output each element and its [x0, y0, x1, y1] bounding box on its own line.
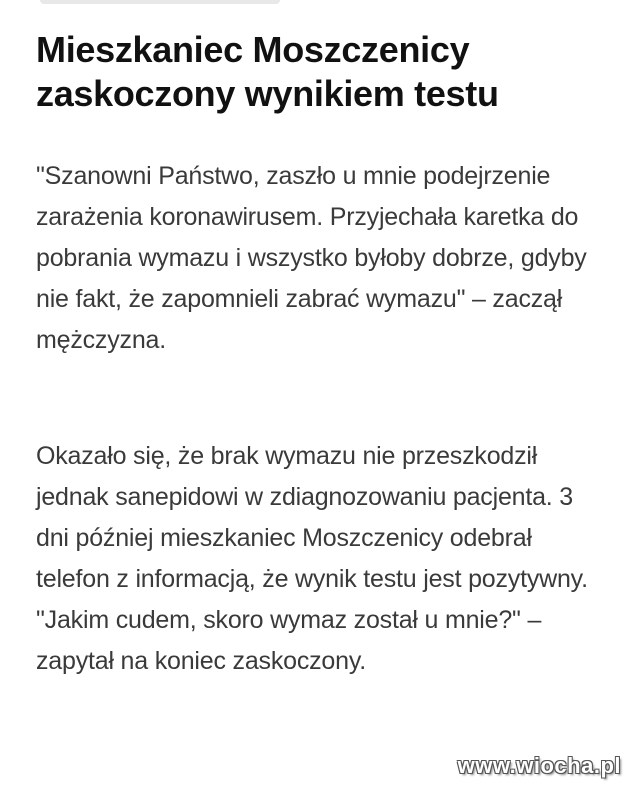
article-paragraph-1: "Szanowni Państwo, zaszło u mnie podejrzenie zarażenia koronawirusem. Przyjechała karetka do pobrania wymazu i wszystko byłoby dobrze, gdyby nie fakt, że zapomnieli zabrać wymazu" – zaczął mężczyzna. [36, 162, 587, 354]
article-paragraph-2: Okazało się, że brak wymazu nie przeszkodził jednak sanepidowi w zdiagnozowaniu pacjenta. 3 dni później mieszkaniec Moszczenicy odebrał telefon z informacją, że wynik testu jest pozytywny. "Jakim cudem, skoro wymaz został u mnie?" – zapytał na koniec zaskoczony. [36, 442, 588, 675]
headline-line-1: Mieszkaniec Moszczenicy [36, 29, 470, 70]
cropped-top-element [40, 0, 280, 4]
site-watermark: www.wiocha.pl [457, 753, 621, 778]
headline-line-2: zaskoczony wynikiem testu [36, 73, 499, 114]
article-headline [36, 28, 606, 116]
article [36, 28, 606, 675]
